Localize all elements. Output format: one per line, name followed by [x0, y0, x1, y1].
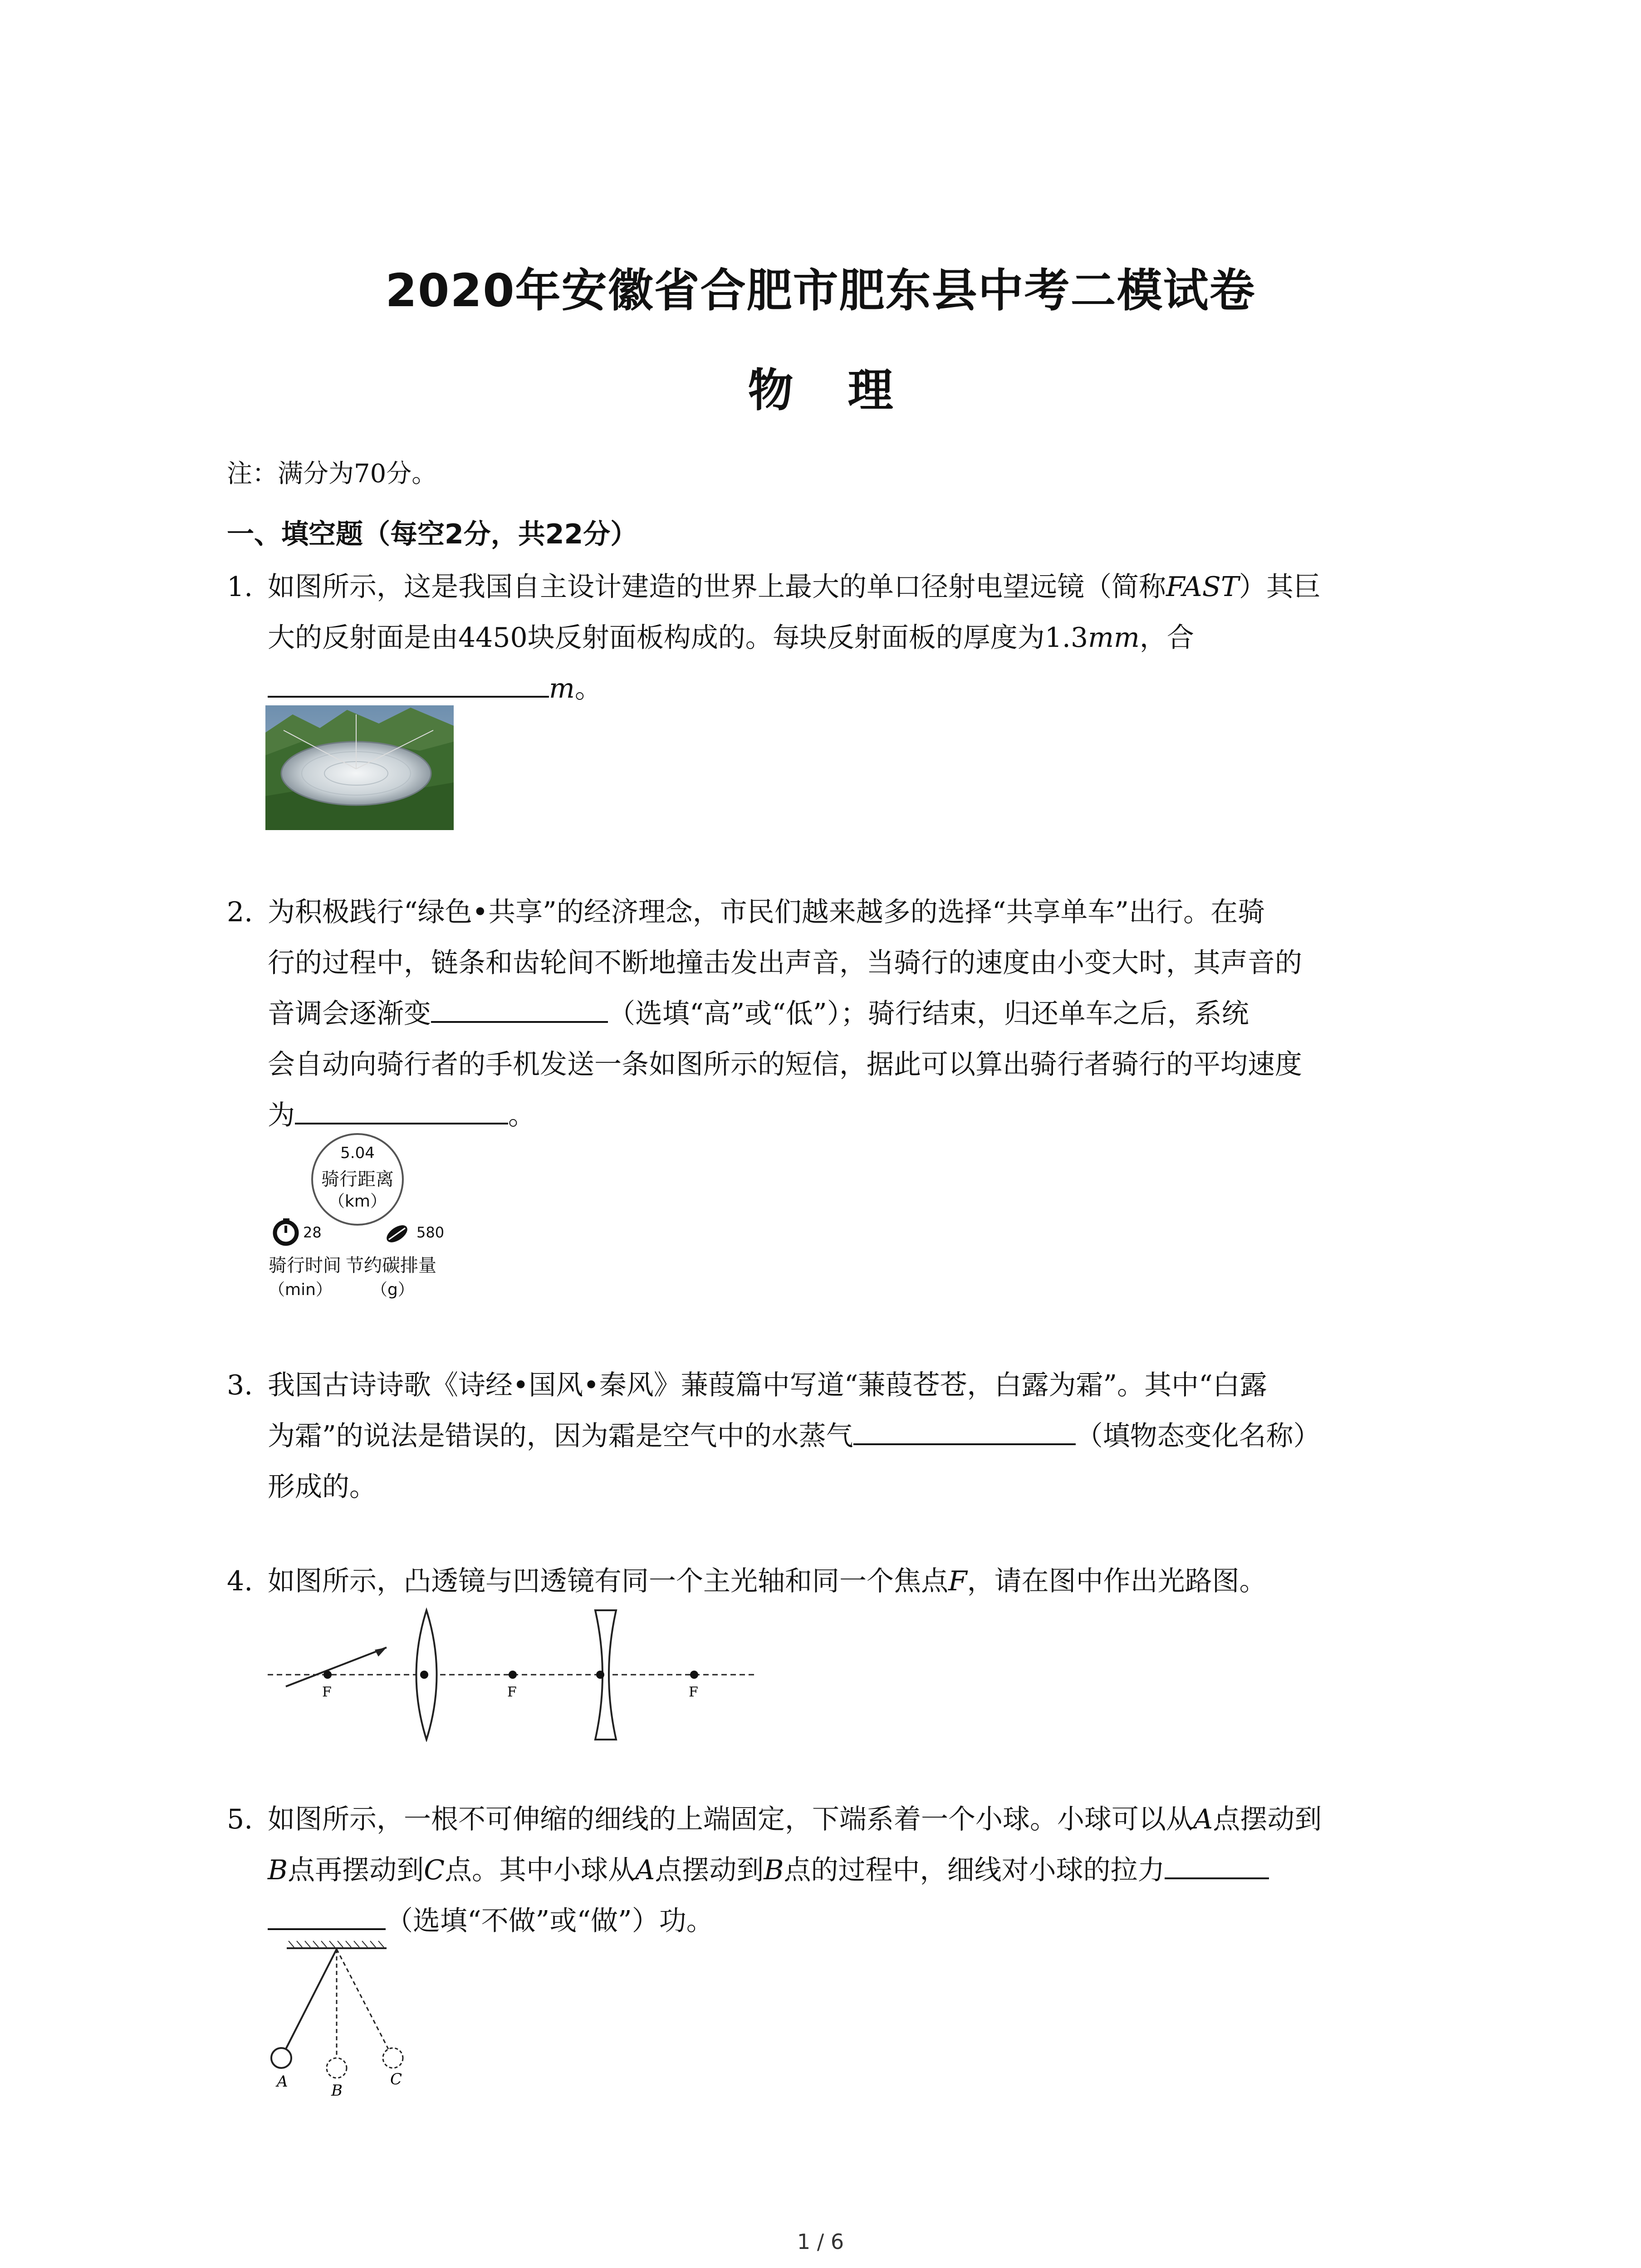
answer-blank[interactable] [268, 664, 549, 698]
question-number: 4. [227, 1565, 253, 1597]
question-text-line: （选填“不做”或“做”）功。 [268, 1896, 1452, 1946]
distance-label: 骑行距离 [321, 1169, 394, 1190]
subject-char-1: 物 [748, 364, 794, 417]
lens-figure [268, 1606, 758, 1742]
question-text-line: 如图所示，凸透镜与凹透镜有同一个主光轴和同一个焦点F，请在图中作出光路图。 [268, 1565, 1267, 1597]
focus-point [509, 1671, 517, 1679]
label-b: B [331, 2082, 343, 2100]
question-4 [227, 1556, 1452, 1607]
answer-blank[interactable] [853, 1412, 1076, 1445]
score-note: 注：满分为70分。 [227, 459, 437, 489]
answer-blank[interactable] [1165, 1846, 1269, 1879]
question-text-line: 行的过程中，链条和齿轮间不断地撞击发出声音，当骑行的速度由小变大时，其声音的 [268, 947, 1302, 979]
question-text-line: B点再摆动到C点。其中小球从A点摆动到B点的过程中，细线对小球的拉力 [268, 1845, 1452, 1896]
distance-value: 5.04 [340, 1144, 375, 1162]
question-number: 2. [227, 896, 253, 928]
question-text-line: 为积极践行“绿色•共享”的经济理念，市民们越来越多的选择“共享单车”出行。在骑 [268, 896, 1265, 928]
incident-ray [286, 1647, 387, 1686]
question-text-line: 为霜”的说法是错误的，因为霜是空气中的水蒸气 （填物态变化名称） [268, 1411, 1452, 1461]
focus-point [690, 1671, 698, 1679]
string-c [337, 1949, 390, 2053]
string-a [284, 1949, 337, 2053]
focus-point [323, 1671, 332, 1679]
subject-title [0, 354, 1641, 419]
answer-blank-continued[interactable] [268, 1897, 386, 1930]
question-number: 3. [227, 1369, 253, 1401]
focus-label: F [507, 1684, 517, 1700]
carbon-label: 节约碳排量 [346, 1255, 436, 1276]
question-text-line: 大的反射面是由4450块反射面板构成的。每块反射面板的厚度为1.3mm，合 [268, 622, 1194, 654]
focus-label: F [689, 1684, 698, 1700]
question-number: 1. [227, 571, 253, 603]
ball-a [271, 2048, 291, 2068]
lens-center-point [420, 1671, 428, 1679]
question-text-line: 如图所示，一根不可伸缩的细线的上端固定，下端系着一个小球。小球可以从A点摆动到 [268, 1804, 1322, 1835]
time-unit: （min） [269, 1281, 332, 1299]
ball-c [383, 2048, 403, 2068]
question-5 [227, 1794, 1452, 1946]
question-3 [227, 1360, 1452, 1512]
answer-blank[interactable] [295, 1091, 508, 1124]
subject-char-2: 理 [847, 364, 893, 417]
pendulum-figure [259, 1939, 422, 2107]
bike-ride-figure [263, 1129, 463, 1311]
carbon-unit: （g） [371, 1281, 414, 1299]
label-a: A [277, 2072, 288, 2091]
ray-arrow [375, 1647, 387, 1657]
exam-title: 2020年安徽省合肥市肥东县中考二模试卷 [385, 264, 1256, 317]
question-text-line: 形成的。 [268, 1471, 377, 1503]
question-text-line: 如图所示，这是我国自主设计建造的世界上最大的单口径射电望远镜（简称FAST）其巨 [268, 571, 1321, 603]
fast-telescope-image [265, 705, 454, 830]
section-heading-fill-blank: 一、填空题（每空2分，共22分） [227, 518, 638, 550]
question-1 [227, 562, 1452, 714]
question-number: 5. [227, 1804, 253, 1835]
question-text-line: 我国古诗诗歌《诗经•国风•秦风》蒹葭篇中写道“蒹葭苍苍，白露为霜”。其中“白露 [268, 1369, 1267, 1401]
carbon-value: 580 [416, 1224, 445, 1241]
answer-blank[interactable] [431, 989, 608, 1023]
answer-line: m。 [268, 663, 1452, 714]
question-text-line: 为 。 [268, 1090, 1452, 1141]
time-label: 骑行时间 [269, 1255, 341, 1276]
time-value: 28 [303, 1224, 322, 1241]
label-c: C [390, 2070, 402, 2088]
question-text-line: 音调会逐渐变 （选填“高”或“低”）；骑行结束，归还单车之后，系统 [268, 988, 1452, 1039]
distance-unit: （km） [328, 1192, 387, 1211]
question-2 [227, 887, 1452, 1141]
lens-center-point [596, 1671, 604, 1679]
page-number: 1 / 6 [797, 2229, 844, 2254]
question-text-line: 会自动向骑行者的手机发送一条如图所示的短信，据此可以算出骑行者骑行的平均速度 [268, 1049, 1302, 1080]
focus-label: F [322, 1684, 332, 1700]
ball-b [327, 2058, 347, 2078]
